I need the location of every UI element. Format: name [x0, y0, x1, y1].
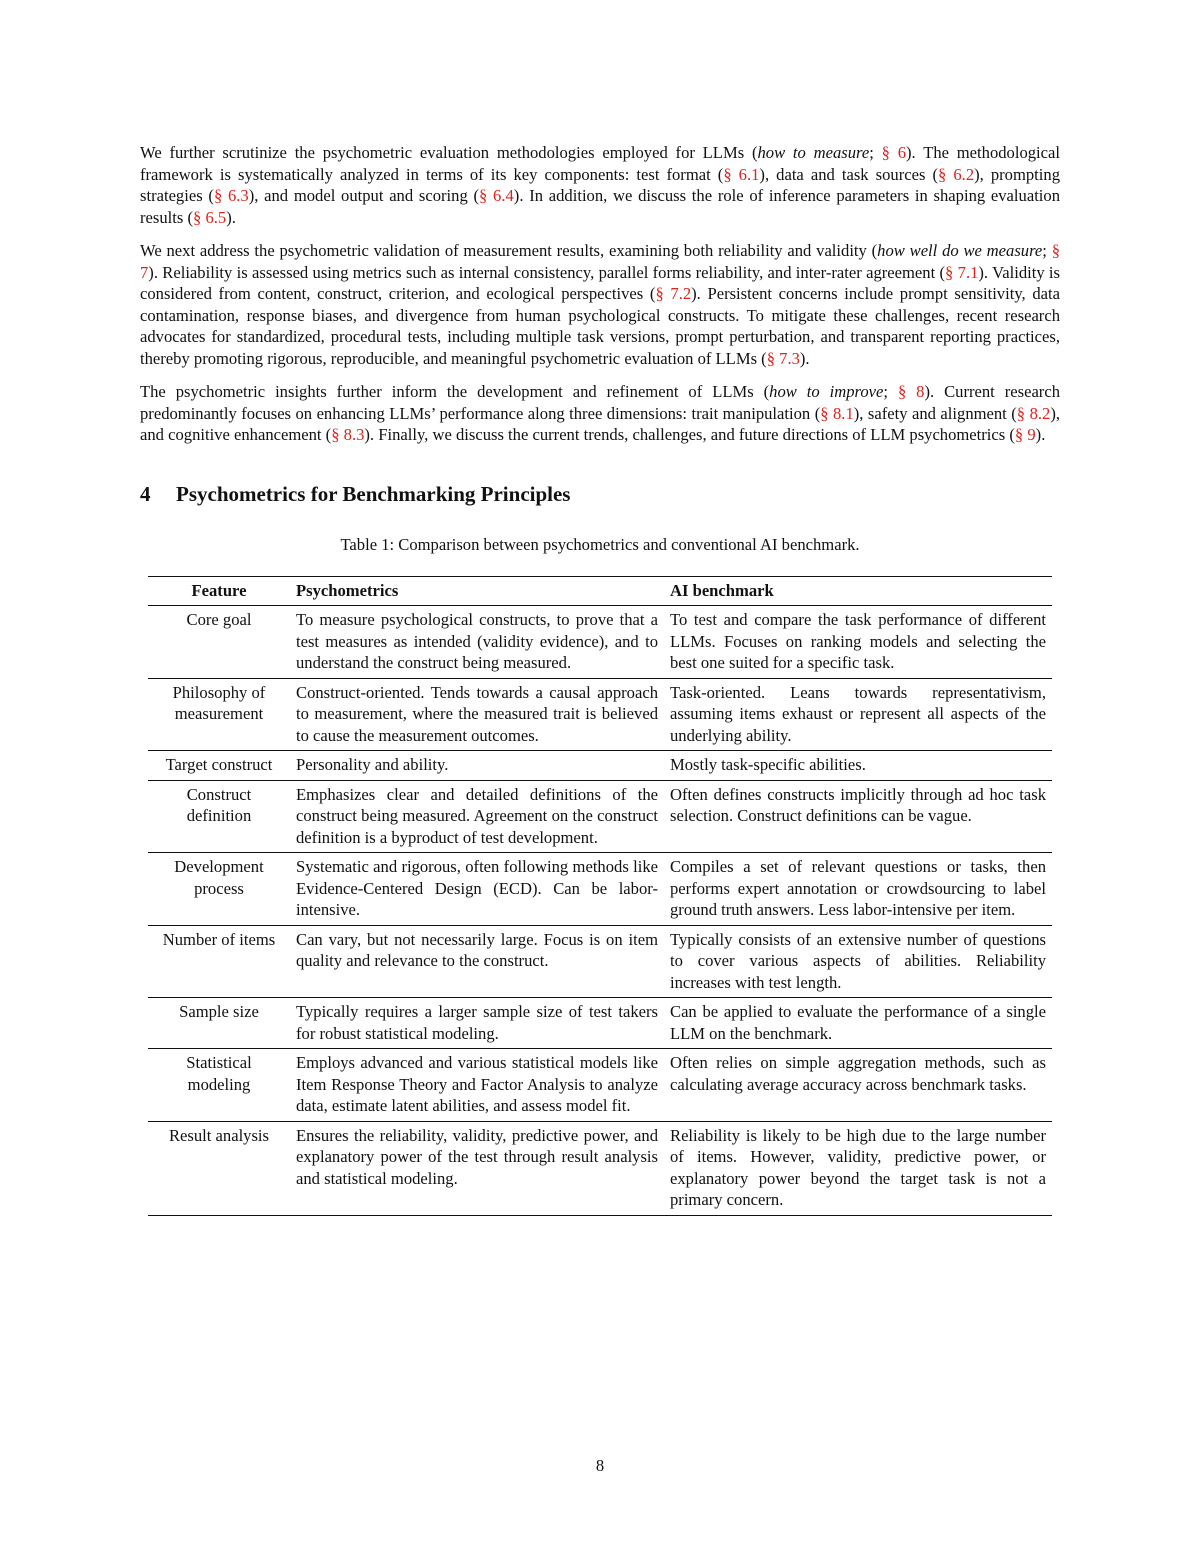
text-run: ). — [226, 207, 236, 227]
text-run: ). — [1035, 425, 1046, 444]
paragraph-how-well-do-we-measure — [140, 240, 1060, 369]
text-run: ), and cognitive enhancement ( — [140, 403, 1060, 444]
table-row — [148, 925, 1052, 998]
feature-cell: Number of items — [148, 925, 290, 998]
ai-benchmark-cell: Mostly task-specific abilities. — [664, 751, 1052, 781]
section-ref-link[interactable]: § 8.2 — [1016, 403, 1051, 423]
text-run: ), data and task sources ( — [759, 164, 939, 184]
section-ref-link[interactable]: § 7.1 — [945, 262, 979, 282]
table-row — [148, 751, 1052, 781]
text-run: ). Validity is considered from content, construct, criterion, and ecological perspectives ( — [140, 262, 1061, 303]
psychometrics-cell: Typically requires a larger sample size of test takers for robust statistical modeling. — [290, 998, 664, 1049]
section-ref-link[interactable]: § 6.2 — [938, 164, 975, 184]
feature-cell: Core goal — [148, 606, 290, 679]
feature-cell: Construct definition — [148, 780, 290, 853]
text-run: The psychometric insights further inform the development and refinement of LLMs ( — [140, 382, 770, 401]
section-heading — [140, 480, 1060, 508]
section-ref-link[interactable]: § 7.3 — [766, 348, 800, 368]
column-header-feature: Feature — [148, 576, 290, 606]
psychometrics-cell: Emphasizes clear and detailed definitions of the construct being measured. Agreement on the construct definition is a byproduct of test development. — [290, 780, 664, 853]
comparison-table — [148, 576, 1052, 1216]
psychometrics-cell: Can vary, but not necessarily large. Focus is on item quality and relevance to the construct. — [290, 925, 664, 998]
psychometrics-cell: Employs advanced and various statistical models like Item Response Theory and Factor Analysis to analyze data, estimate latent abilities, and assess model fit. — [290, 1049, 664, 1122]
section-ref-link[interactable]: § 6.1 — [723, 164, 760, 184]
psychometrics-cell: Systematic and rigorous, often following methods like Evidence-Centered Design (ECD). Can be labor-intensive. — [290, 853, 664, 926]
section-ref-link[interactable]: § 9 — [1014, 425, 1036, 444]
ai-benchmark-cell: Reliability is likely to be high due to the large number of items. However, validity, predictive power, or explanatory power beyond the target task is not a primary concern. — [670, 1125, 1046, 1209]
text-run: ). Reliability is assessed using metrics such as internal consistency, parallel forms reliability, and inter-rater agreement ( — [148, 262, 946, 282]
paper-page — [140, 142, 1060, 1216]
feature-cell: Statistical modeling — [148, 1049, 290, 1122]
ai-benchmark-cell: To test and compare the task performance of different LLMs. Focuses on ranking models and selecting the best one suited for a specific task. — [664, 606, 1052, 679]
text-run: ), safety and alignment ( — [853, 403, 1017, 423]
text-run: We further scrutinize the psychometric evaluation methodologies employed for LLMs ( — [140, 143, 758, 162]
ai-benchmark-cell: Can be applied to evaluate the performance of a single LLM on the benchmark. — [664, 998, 1052, 1049]
paragraph-how-to-improve — [140, 381, 1060, 446]
section-ref-link[interactable]: § 8 — [897, 382, 925, 401]
table-row — [148, 853, 1052, 926]
section-ref-link[interactable]: § 8.3 — [331, 425, 365, 444]
text-run: ). Current research predominantly focuses on enhancing LLMs’ performance along three dimensions: trait manipulation ( — [140, 382, 1060, 423]
text-run: ). The methodological framework is systematically analyzed in terms of its key components: test format ( — [140, 143, 1060, 184]
table-row — [148, 678, 1052, 751]
psychometrics-cell: Personality and ability. — [290, 751, 664, 781]
text-run: ). In addition, we discuss the role of inference parameters in shaping evaluation results ( — [140, 186, 1061, 227]
paragraph-how-to-measure — [140, 142, 1060, 228]
psychometrics-cell: Ensures the reliability, validity, predictive power, and explanatory power of the test through result analysis and statistical modeling. — [296, 1125, 658, 1188]
table-row — [148, 1121, 1052, 1215]
feature-cell: Development process — [148, 853, 290, 926]
section-number: 4 — [140, 481, 151, 506]
ai-benchmark-cell: Often relies on simple aggregation methods, such as calculating average accuracy across benchmark tasks. — [664, 1049, 1052, 1122]
column-header-psychometrics: Psychometrics — [290, 576, 664, 606]
italic-run: how to improve — [769, 382, 884, 401]
text-run: ). — [799, 348, 810, 368]
feature-cell: Sample size — [148, 998, 290, 1049]
section-ref-link[interactable]: § 6 — [881, 143, 907, 162]
ai-benchmark-cell: Compiles a set of relevant questions or tasks, then performs expert annotation or crowdsourcing to label ground truth answers. Less labor-intensive per item. — [664, 853, 1052, 926]
column-header-ai-benchmark: AI benchmark — [664, 576, 1052, 606]
section-ref-link[interactable]: § 6.3 — [213, 186, 249, 205]
table-row — [148, 998, 1052, 1049]
text-run: ; — [869, 143, 882, 162]
italic-run: how well do we measure — [877, 241, 1043, 260]
section-ref-link[interactable]: § 6.5 — [193, 207, 227, 227]
italic-run: how to measure — [757, 143, 870, 162]
ai-benchmark-cell: Task-oriented. Leans towards representativism, assuming items exhaust or represent all aspects of the underlying ability. — [664, 678, 1052, 751]
text-run: ), prompting strategies ( — [140, 164, 1060, 205]
text-run: ; — [883, 382, 898, 401]
table-caption: Table 1: Comparison between psychometrics and conventional AI benchmark. — [340, 534, 860, 554]
section-ref-link[interactable]: § 7 — [140, 241, 1060, 282]
section-title: Psychometrics for Benchmarking Principles — [176, 481, 571, 506]
text-run: ; — [1042, 241, 1052, 260]
section-ref-link[interactable]: § 7.2 — [655, 284, 692, 303]
feature-cell: Philosophy of measurement — [148, 678, 290, 751]
section-ref-link[interactable]: § 8.1 — [820, 403, 854, 423]
table-row — [148, 606, 1052, 679]
table-row — [148, 780, 1052, 853]
table-header-row — [148, 576, 1052, 606]
psychometrics-cell: To measure psychological constructs, to prove that a test measures as intended (validity evidence), and to understand the construct being measured. — [290, 606, 664, 679]
section-ref-link[interactable]: § 6.4 — [479, 186, 514, 205]
ai-benchmark-cell: Typically consists of an extensive number of questions to cover various aspects of abilities. Reliability increases with test length. — [664, 925, 1052, 998]
page-number: 8 — [595, 1456, 605, 1475]
feature-cell: Target construct — [148, 751, 290, 781]
ai-benchmark-cell: Often defines constructs implicitly through ad hoc task selection. Construct definitions can be vague. — [664, 780, 1052, 853]
text-run: ), and model output and scoring ( — [248, 186, 480, 205]
text-run: ). Finally, we discuss the current trends, challenges, and future directions of LLM psychometrics ( — [364, 425, 1015, 444]
text-run: ). Persistent concerns include prompt sensitivity, data contamination, response biases, and divergence from human psychological constructs. To mitigate these challenges, recent research advocates for standardized, procedural tests, including multiple task versions, prompt perturbation, and transparent reporting practices, thereby promoting rigorous, reproducible, and meaningful psychometric evaluation of LLMs ( — [140, 284, 1060, 368]
text-run: We next address the psychometric validation of measurement results, examining both reliability and validity ( — [140, 241, 878, 260]
table-row — [148, 1049, 1052, 1122]
psychometrics-cell: Construct-oriented. Tends towards a causal approach to measurement, where the measured trait is believed to cause the measurement outcomes. — [290, 678, 664, 751]
feature-cell: Result analysis — [168, 1125, 270, 1145]
